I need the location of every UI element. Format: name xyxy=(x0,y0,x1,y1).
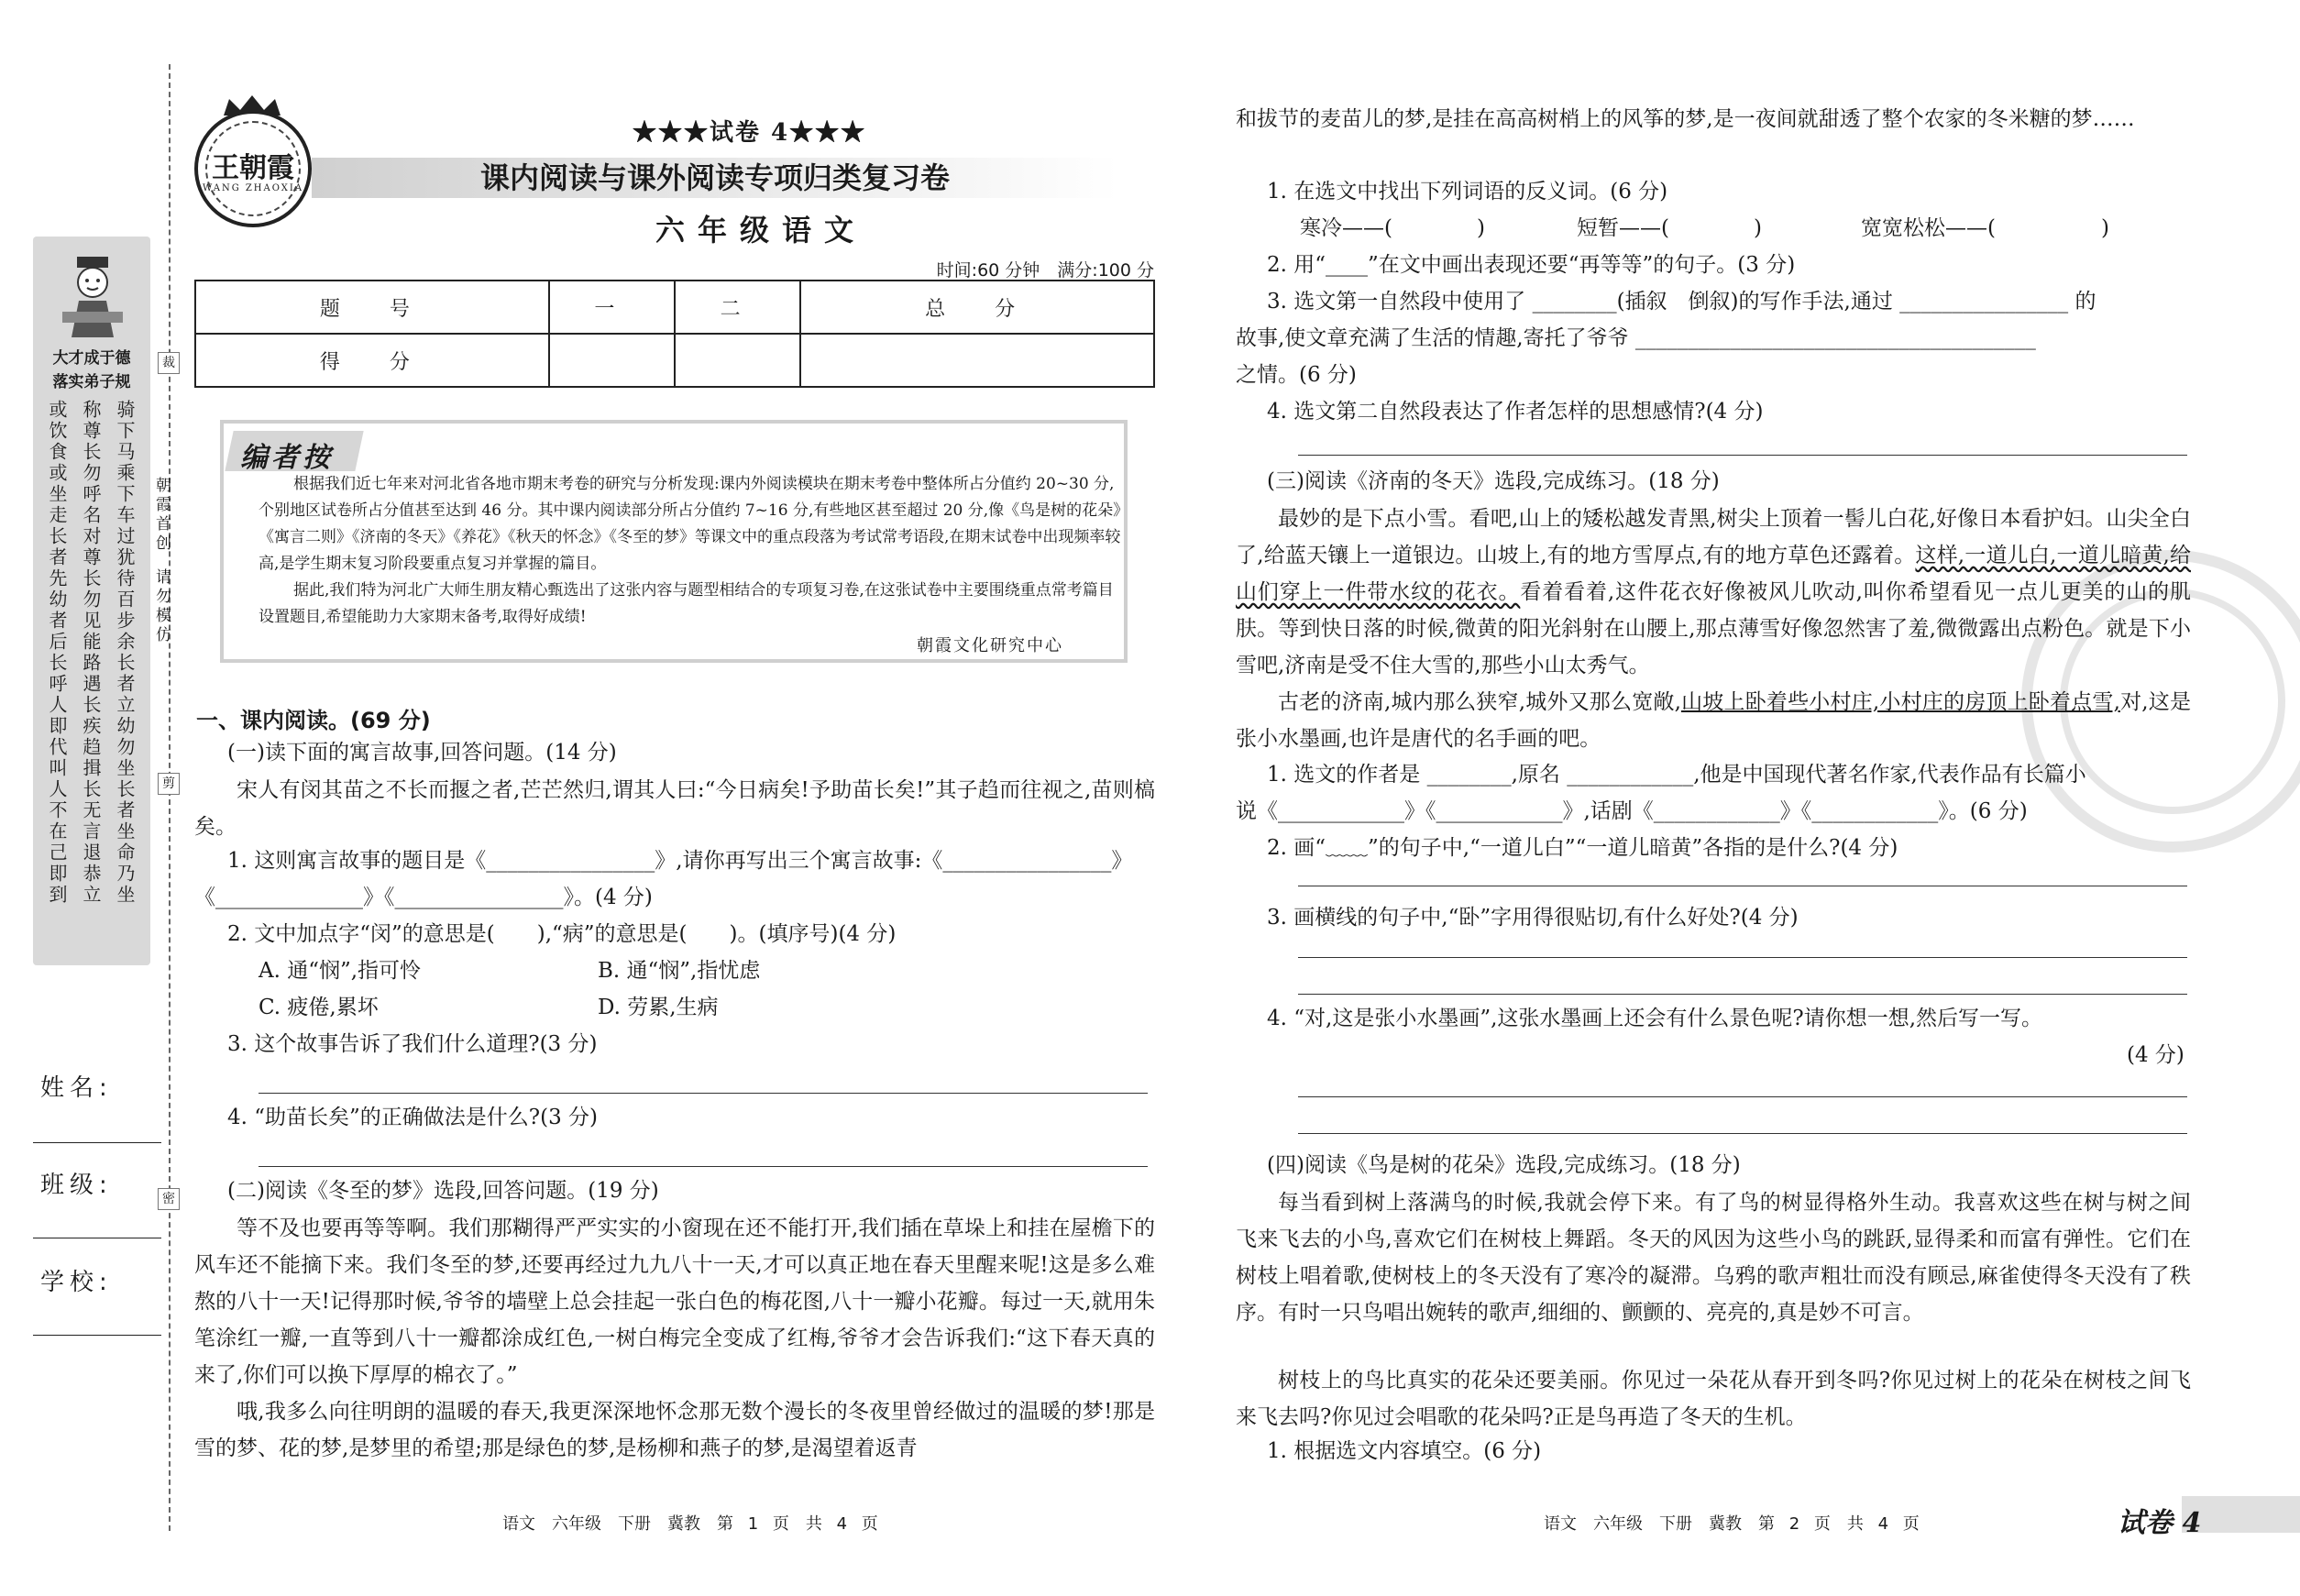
answer-line[interactable] xyxy=(259,1093,1148,1094)
editor-note-paragraph: 根据我们近七年来对河北省各地市期末考卷的研究与分析发现:课内外阅读模块在期末考卷中整体所占分值约 20~30 分,个别地区试卷所占分值甚至达到 46 分。其中课内阅读部分所占分值约 7~16 分,有些地区甚至超过 20 分,像《鸟是树的花朵》《寓言二则》《济南的冬天》《养花》《秋天的怀念》《冬至的梦》等课文中的重点段落为考试常考语段,在期末试卷中出现频率较高,是学生期末复习阶段要重点复习并掌握的篇目。 xyxy=(259,475,1121,573)
antonym-blank: 短暂——( ) xyxy=(1577,216,1762,240)
answer-line[interactable] xyxy=(1298,1096,2187,1097)
page-footer: 语文 六年级 下册 冀教 第 2 页 共 4 页 xyxy=(1544,1514,1920,1534)
editor-note-paragraph: 据此,我们特为河北广大师生朋友精心甄选出了这张内容与题型相结合的专项复习卷,在这张试卷中主要围绕重点常考篇目设置题目,希望能助力大家期末备考,取得好成绩! xyxy=(259,581,1114,626)
passage: 和拔节的麦苗儿的梦,是挂在高高树梢上的风筝的梦,是一夜间就甜透了整个农家的冬米糖的梦…… xyxy=(1236,107,2135,131)
question: 3. 这个故事告诉了我们什么道理?(3 分) xyxy=(227,1032,598,1056)
cut-mark: 剪 xyxy=(158,773,180,795)
antonym-blank: 宽宽松松——( ) xyxy=(1861,216,2109,240)
table-cell: 二 xyxy=(675,281,800,334)
answer-line[interactable] xyxy=(1298,1133,2187,1134)
cut-mark: 密 xyxy=(158,1188,180,1210)
table-row xyxy=(195,281,1154,334)
page-title: 课内阅读与课外阅读专项归类复习卷 xyxy=(479,160,950,195)
cut-mark: 裁 xyxy=(158,352,180,374)
motto-panel xyxy=(33,237,150,965)
question: 说《____________》《____________》,话剧《____________》《____________》。(6 分) xyxy=(1236,799,2028,823)
time-info: 时间:60 分钟 满分:100 分 xyxy=(936,260,1154,281)
score-cell[interactable] xyxy=(549,334,675,387)
question: 4. 选文第二自然段表达了作者怎样的思想感情?(4 分) xyxy=(1267,400,1764,424)
question: 2. 画“﹏﹏”的句子中,“一道儿白”“一道儿暗黄”各指的是什么?(4 分) xyxy=(1267,836,1898,860)
antonym-blank: 寒冷——( ) xyxy=(1300,216,1485,240)
motto-column: 称尊长勿呼名对尊长勿见能路遇长疾趋揖长无言退恭立 xyxy=(80,400,102,906)
scholar-illustration xyxy=(61,253,125,341)
answer-line[interactable] xyxy=(1298,994,2187,995)
passage: 宋人有闵其苗之不长而揠之者,芒芒然归,谓其人曰:“今日病矣!予助苗长矣!”其子趋而往视之,苗则槁矣。 xyxy=(194,778,1155,839)
option-c: C. 疲倦,累坏 xyxy=(259,996,379,1019)
option-d: D. 劳累,生病 xyxy=(598,996,719,1019)
paper-number: ★★★试卷 4★★★ xyxy=(633,119,867,147)
table-cell: 题 号 xyxy=(195,281,549,334)
question: 1. 这则寓言故事的题目是《________________》,请你再写出三个寓言故事:《________________》 xyxy=(227,849,1133,873)
passage: 每当看到树上落满鸟的时候,我就会停下来。有了鸟的树显得格外生动。我喜欢这些在树与树之间飞来飞去的小鸟,喜欢它们在树枝上舞蹈。冬天的风因为这些小鸟的跳跃,显得柔和而富有弹性。它们在树枝上唱着歌,使树枝上的冬天没有了寒冷的凝滞。乌鸦的歌声粗壮而没有顾忌,麻雀使得冬天没有了秩序。有时一只鸟唱出婉转的歌声,细细的、颤颤的、亮亮的,真是妙不可言。 xyxy=(1236,1191,2191,1325)
section-title: (一)读下面的寓言故事,回答问题。(14 分) xyxy=(227,741,617,765)
question: 4. “对,这是张小水墨画”,这张水墨画上还会有什么景色呢?请你想一想,然后写一写。 xyxy=(1267,1007,2043,1030)
motto-column: 骑下马乘下车过犹待百步余长者立幼勿坐长者坐命乃坐 xyxy=(114,400,136,906)
motto-column: 或饮食或坐走长者先幼者后长呼人即代叫人不在己即到 xyxy=(46,400,68,906)
question: 2. 用“____”在文中画出表现还要“再等等”的句子。(3 分) xyxy=(1267,253,1796,277)
section-title: (二)阅读《冬至的梦》选段,回答问题。(19 分) xyxy=(227,1179,659,1203)
option-a: A. 通“悯”,指可怜 xyxy=(259,959,422,983)
table-cell: 总 分 xyxy=(800,281,1154,334)
motto-columns xyxy=(42,400,139,959)
cut-text: 请勿模仿 xyxy=(152,568,171,645)
class-label: 班级: xyxy=(40,1172,113,1199)
option-b: B. 通“悯”,指忧虑 xyxy=(598,959,761,983)
question: 3. 选文第一自然段中使用了 ________(插叙 倒叙)的写作手法,通过 ________________ 的 xyxy=(1267,290,2096,314)
passage: 古老的济南,城内那么狭窄,城外又那么宽敞,山坡上卧着些小村庄,小村庄的房顶上卧着点雪,对,这是张小水墨画,也许是唐代的名手画的吧。 xyxy=(1236,690,2192,751)
wavy-underlined-sentence: 这样,一道儿白,一道儿暗黄,给山们穿上一件带水纹的花衣。 xyxy=(1236,544,2192,604)
question: 1. 在选文中找出下列词语的反义词。(6 分) xyxy=(1267,180,1668,204)
score-table xyxy=(194,280,1155,388)
passage: 树枝上的鸟比真实的花朵还要美丽。你见过一朵花从春开到冬吗?你见过树上的花朵在树枝之间飞来飞去吗?你见过会唱歌的花朵吗?正是鸟再造了冬天的生机。 xyxy=(1236,1369,2191,1429)
passage: 哦,我多么向往明朗的温暖的春天,我更深深地怀念那无数个漫长的冬夜里曾经做过的温暖的梦!那是雪的梦、花的梦,是梦里的希望;那是绿色的梦,是杨柳和燕子的梦,是渴望着返青 xyxy=(194,1400,1155,1460)
question: 故事,使文章充满了生活的情趣,寄托了爷爷 ______________________________________ xyxy=(1236,326,2036,350)
underlined-sentence: 山坡上卧着些小村庄,小村庄的房顶上卧着点雪, xyxy=(1680,690,2120,714)
publisher-logo: 王朝霞 WANG ZHAOXIA xyxy=(194,110,312,227)
cut-line xyxy=(169,64,171,1531)
editor-note-signature: 朝霞文化研究中心 xyxy=(917,636,1063,655)
passage: 等不及也要再等等啊。我们那糊得严严实实的小窗现在还不能打开,我们插在草垛上和挂在屋檐下的风车还不能摘下来。我们冬至的梦,还要再经过九九八十一天,才可以真正地在春天里醒来呢!这是多么难熬的八十一天!记得那时候,爷爷的墙壁上总会挂起一张白色的梅花图,八十一瓣小花瓣。每过一天,就用朱笔涂红一瓣,一直等到八十一瓣都涂成红色,一树白梅完全变成了红梅,爷爷才会告诉我们:“这下春天真的来了,你们可以换下厚厚的棉衣了。” xyxy=(194,1216,1155,1387)
question-points: (4 分) xyxy=(2127,1043,2184,1067)
name-label: 姓名: xyxy=(40,1074,113,1102)
school-field[interactable] xyxy=(33,1335,161,1336)
score-cell[interactable] xyxy=(800,334,1154,387)
question: 2. 文中加点字“闵”的意思是( ),“病”的意思是( )。(填序号)(4 分) xyxy=(227,922,897,946)
question: 1. 根据选文内容填空。(6 分) xyxy=(1267,1439,1542,1463)
section-title: (四)阅读《鸟是树的花朵》选段,完成练习。(18 分) xyxy=(1267,1153,1741,1177)
table-cell: 一 xyxy=(549,281,675,334)
answer-line[interactable] xyxy=(1298,957,2187,958)
question: 1. 选文的作者是 ________,原名 ____________,他是中国现代著名作家,代表作品有长篇小 xyxy=(1267,763,2086,787)
motto-heading: 大才成于德 落实弟子规 xyxy=(52,349,131,391)
school-label: 学校: xyxy=(40,1269,113,1296)
question: 之情。(6 分) xyxy=(1236,363,1357,387)
editor-note-heading: 编者按 xyxy=(240,442,334,474)
page-tag: 试卷 4 xyxy=(2118,1507,2202,1539)
part-heading: 一、课内阅读。(69 分) xyxy=(196,708,431,733)
grade-subject: 六年级语文 xyxy=(655,213,866,248)
question: 4. “助苗长矣”的正确做法是什么?(3 分) xyxy=(227,1106,598,1129)
answer-line[interactable] xyxy=(259,1166,1148,1167)
section-title: (三)阅读《济南的冬天》选段,完成练习。(18 分) xyxy=(1267,469,1720,493)
cut-text: 朝霞首创 xyxy=(152,477,171,554)
answer-line[interactable] xyxy=(1298,455,2187,456)
page-footer: 语文 六年级 下册 冀教 第 1 页 共 4 页 xyxy=(502,1514,878,1534)
name-field[interactable] xyxy=(33,1142,161,1143)
question: 3. 画横线的句子中,“卧”字用得很贴切,有什么好处?(4 分) xyxy=(1267,906,1799,930)
question: 《______________》《________________》。(4 分) xyxy=(194,886,653,909)
score-cell[interactable] xyxy=(675,334,800,387)
passage: 最妙的是下点小雪。看吧,山上的矮松越发青黑,树尖上顶着一髻儿白花,好像日本看护妇。山尖全白了,给蓝天镶上一道银边。山坡上,有的地方雪厚点,有的地方草色还露着。这样,一道儿白,一道儿暗黄,给山们穿上一件带水纹的花衣。看着看着,这件花衣好像被风儿吹动,叫你希望看见一点儿更美的山的肌肤。等到快日落的时候,微黄的阳光斜射在山腰上,那点薄雪好像忽然害了羞,微微露出点粉色。就是下小雪吧,济南是受不住大雪的,那些小山太秀气。 xyxy=(1236,507,2192,677)
table-row xyxy=(195,334,1154,387)
table-cell: 得 分 xyxy=(195,334,549,387)
